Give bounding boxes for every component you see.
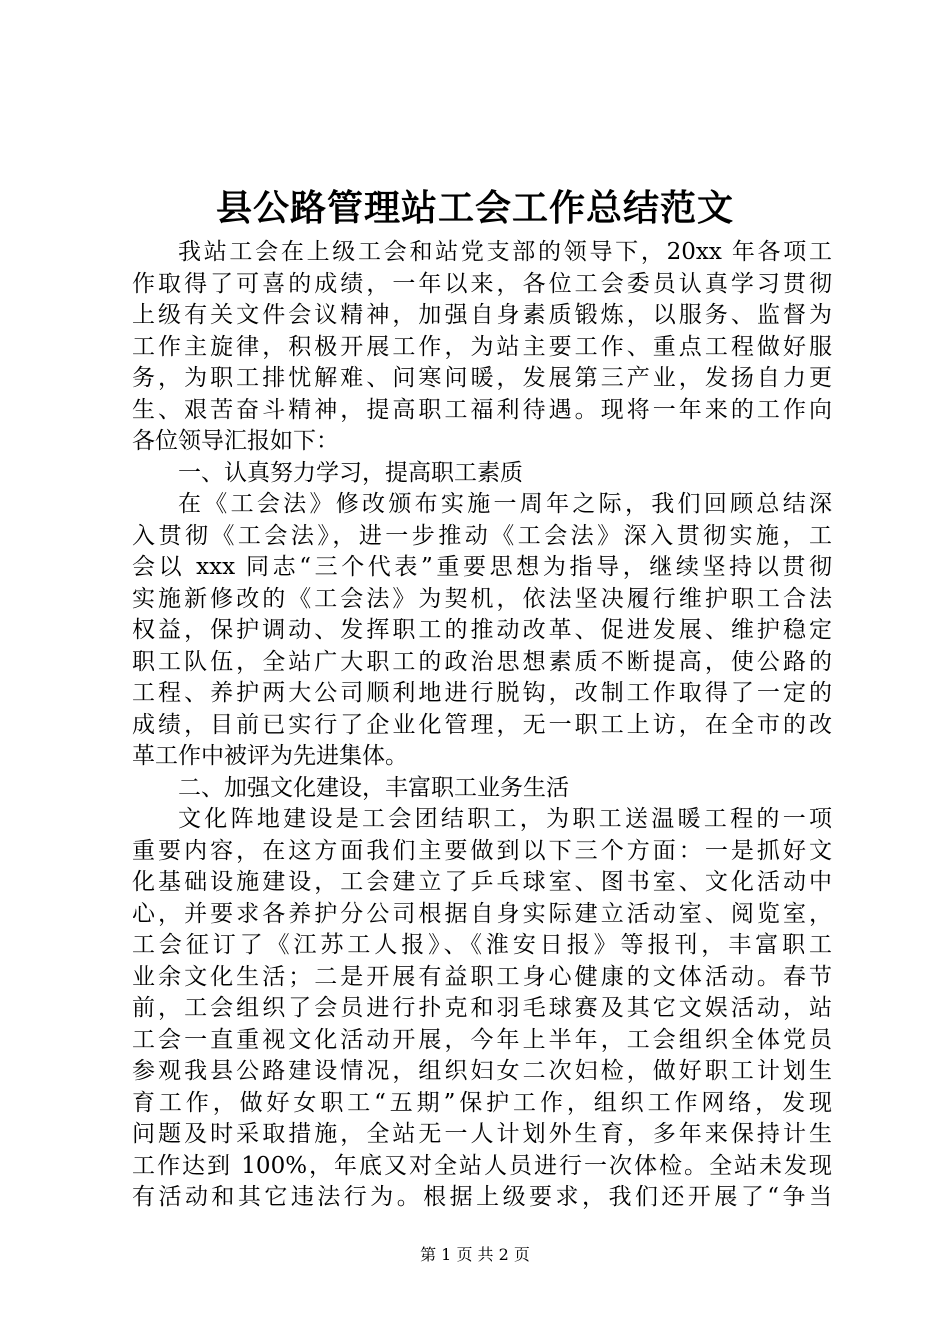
text-line: 生、艰苦奋斗精神，提高职工福利待遇。现将一年来的工作向 <box>132 396 832 423</box>
text-line: 作取得了可喜的成绩，一年以来，各位工会委员认真学习贯彻 <box>132 270 832 297</box>
text-line: 权益，保护调动、发挥职工的推动改革、促进发展、维护稳定 <box>132 617 832 643</box>
text-line: 实施新修改的《工会法》为契机，依法坚决履行维护职工合法 <box>132 585 832 612</box>
document-body <box>132 237 832 1214</box>
text-line: 工作主旋律，积极开展工作，为站主要工作、重点工程做好服 <box>132 333 832 360</box>
text-line: 有活动和其它违法行为。根据上级要求，我们还开展了“争当 <box>132 1184 832 1210</box>
text-line: 工会征订了《江苏工人报》、《淮安日报》等报刊，丰富职工 <box>132 932 832 958</box>
section-heading: 一、认真努力学习，提高职工素质 <box>178 459 523 486</box>
text-line: 问题及时采取措施，全站无一人计划外生育，多年来保持计生 <box>132 1121 832 1147</box>
text-line: 工会一直重视文化活动开展，今年上半年，工会组织全体党员 <box>132 1026 832 1053</box>
text-line: 参观我县公路建设情况，组织妇女二次妇检，做好职工计划生 <box>132 1058 832 1084</box>
page-indicator: 第 1 页 共 2 页 <box>420 1245 530 1264</box>
text-line: 工程、养护两大公司顺利地进行脱钩，改制工作取得了一定的 <box>132 680 832 706</box>
text-line: 我站工会在上级工会和站党支部的领导下，20xx 年各项工 <box>178 239 832 265</box>
text-line: 业余文化生活；二是开展有益职工身心健康的文体活动。春节 <box>132 963 832 990</box>
text-line: 革工作中被评为先进集体。 <box>132 743 408 769</box>
text-line: 育工作，做好女职工“五期”保护工作，组织工作网络，发现 <box>132 1089 832 1116</box>
text-line: 入贯彻《工会法》，进一步推动《工会法》深入贯彻实施，工 <box>132 522 832 549</box>
text-line: 化基础设施建设，工会建立了乒乓球室、图书室、文化活动中 <box>132 869 832 895</box>
text-line: 工作达到 100%，年底又对全站人员进行一次体检。全站未发现 <box>132 1152 832 1179</box>
document-title: 县公路管理站工会工作总结范文 <box>215 187 734 229</box>
text-line: 职工队伍，全站广大职工的政治思想素质不断提高，使公路的 <box>132 648 832 675</box>
text-line: 各位领导汇报如下： <box>132 428 339 454</box>
text-line: 上级有关文件会议精神，加强自身素质锻炼，以服务、监督为 <box>132 302 832 328</box>
text-line: 前，工会组织了会员进行扑克和羽毛球赛及其它文娱活动，站 <box>132 995 832 1021</box>
section-heading: 二、加强文化建设，丰富职工业务生活 <box>178 774 569 801</box>
text-line: 在《工会法》修改颁布实施一周年之际，我们回顾总结深 <box>178 491 832 517</box>
text-line: 重要内容，在这方面我们主要做到以下三个方面：一是抓好文 <box>132 837 832 864</box>
text-line: 会以 xxx 同志“三个代表”重要思想为指导，继续坚持以贯彻 <box>132 554 832 580</box>
text-line: 务，为职工排忧解难、问寒问暖，发展第三产业，发扬自力更 <box>132 365 832 391</box>
text-line: 文化阵地建设是工会团结职工，为职工送温暖工程的一项 <box>178 806 832 832</box>
text-line: 成绩，目前已实行了企业化管理，无一职工上访，在全市的改 <box>132 711 832 738</box>
text-line: 心，并要求各养护分公司根据自身实际建立活动室、阅览室， <box>132 900 832 927</box>
